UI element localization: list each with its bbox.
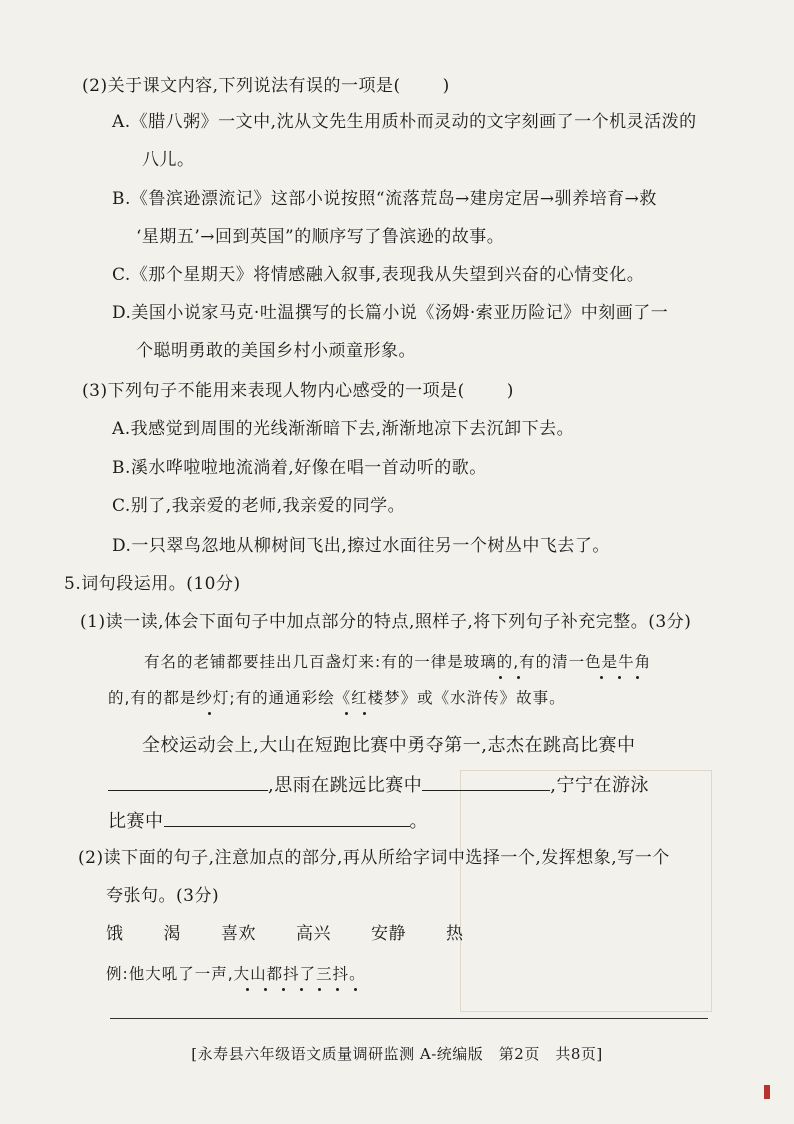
- q4-3-option-b: B.溪水哗啦啦地流淌着,好像在唱一首动听的歌。: [112, 458, 487, 478]
- emphasis-dot: [499, 676, 502, 679]
- q4-2-option-b-line1: B.《鲁滨逊漂流记》这部小说按照“流落荒岛→建房定居→驯养培育→救: [112, 189, 657, 209]
- emphasis-dot: [600, 676, 603, 679]
- answer-blank-swimming[interactable]: [164, 808, 410, 827]
- q4-2-option-b-line2: ‘星期五’→回到英国”的顺序写了鲁滨逊的故事。: [136, 227, 505, 247]
- q5-title: 5.词句段运用。(10分): [64, 574, 241, 594]
- q5-1-example-line2: 的,有的都是纱灯;有的通通彩绘《红楼梦》或《水浒传》故事。: [108, 689, 566, 707]
- emphasis-dot: [246, 988, 249, 991]
- footer-rule: [110, 1018, 708, 1019]
- q4-3-option-a: A.我感觉到周围的光线渐渐暗下去,渐渐地凉下去沉卸下去。: [112, 419, 575, 439]
- q4-2-stem: (2)关于课文内容,下列说法有误的一项是( ): [82, 76, 450, 96]
- emphasis-dot: [300, 988, 303, 991]
- emphasis-dot: [345, 712, 348, 715]
- q5-2-stem-line2: 夸张句。(3分): [106, 886, 220, 906]
- word-option: 高兴: [296, 924, 331, 944]
- q4-3-option-c: C.别了,我亲爱的老师,我亲爱的同学。: [112, 496, 406, 516]
- emphasis-dot: [517, 676, 520, 679]
- emphasis-dot: [318, 988, 321, 991]
- emphasis-dot: [354, 988, 357, 991]
- page-footer: [永寿县六年级语文质量调研监测 A-统编版 第2页 共8页]: [191, 1045, 603, 1063]
- scan-edge-mark: [764, 1085, 770, 1099]
- q4-2-option-c: C.《那个星期天》将情感融入叙事,表现我从失望到兴奋的心情变化。: [112, 265, 645, 285]
- q5-2-stem-line1: (2)读下面的句子,注意加点的部分,再从所给字词中选择一个,发挥想象,写一个: [78, 848, 670, 868]
- emphasis-dot: [336, 988, 339, 991]
- q5-2-example: 例:他大吼了一声,大山都抖了三抖。: [106, 965, 366, 983]
- word-option: 安静: [371, 924, 406, 944]
- bleed-through-box: [460, 770, 712, 1012]
- q4-3-option-d: D.一只翠鸟忽地从柳树间飞出,擦过水面往另一个树丛中飞去了。: [112, 536, 610, 556]
- q4-2-option-a-line1: A.《腊八粥》一文中,沈从文先生用质朴而灵动的文字刻画了一个机灵活泼的: [112, 112, 697, 132]
- q4-2-option-d-line1: D.美国小说家马克·吐温撰写的长篇小说《汤姆·索亚历险记》中刻画了一: [112, 303, 669, 323]
- q5-1-stem: (1)读一读,体会下面句子中加点部分的特点,照样子,将下列句子补充完整。(3分): [80, 612, 692, 632]
- emphasis-dot: [264, 988, 267, 991]
- word-option: 饿: [106, 924, 124, 944]
- answer-blank-long-jump[interactable]: [422, 772, 550, 791]
- q5-2-word-list: [106, 922, 504, 946]
- q5-1-task-line2: ,思雨在跳远比赛中 ,宁宁在游泳: [108, 772, 649, 798]
- word-option: 热: [446, 924, 464, 944]
- q4-2-option-a-line2: 八儿。: [142, 150, 195, 170]
- emphasis-dot: [208, 712, 211, 715]
- word-option: 渴: [163, 924, 181, 944]
- bleed-through-text: [470, 70, 500, 91]
- q4-2-option-d-line2: 个聪明勇敢的美国乡村小顽童形象。: [136, 341, 416, 361]
- word-option: 喜欢: [221, 924, 256, 944]
- q5-1-example-line1: 有名的老铺都要挂出几百盏灯来:有的一律是玻璃的,有的清一色是牛角: [144, 653, 652, 671]
- emphasis-dot: [636, 676, 639, 679]
- q5-1-task-line1: 全校运动会上,大山在短跑比赛中勇夺第一,志杰在跳高比赛中: [142, 735, 636, 756]
- emphasis-dot: [282, 988, 285, 991]
- q4-3-stem: (3)下列句子不能用来表现人物内心感受的一项是( ): [82, 381, 514, 401]
- emphasis-dot: [618, 676, 621, 679]
- q5-1-task-line3: 比赛中 。: [108, 808, 428, 834]
- emphasis-dot: [363, 712, 366, 715]
- answer-blank-high-jump[interactable]: [108, 772, 268, 791]
